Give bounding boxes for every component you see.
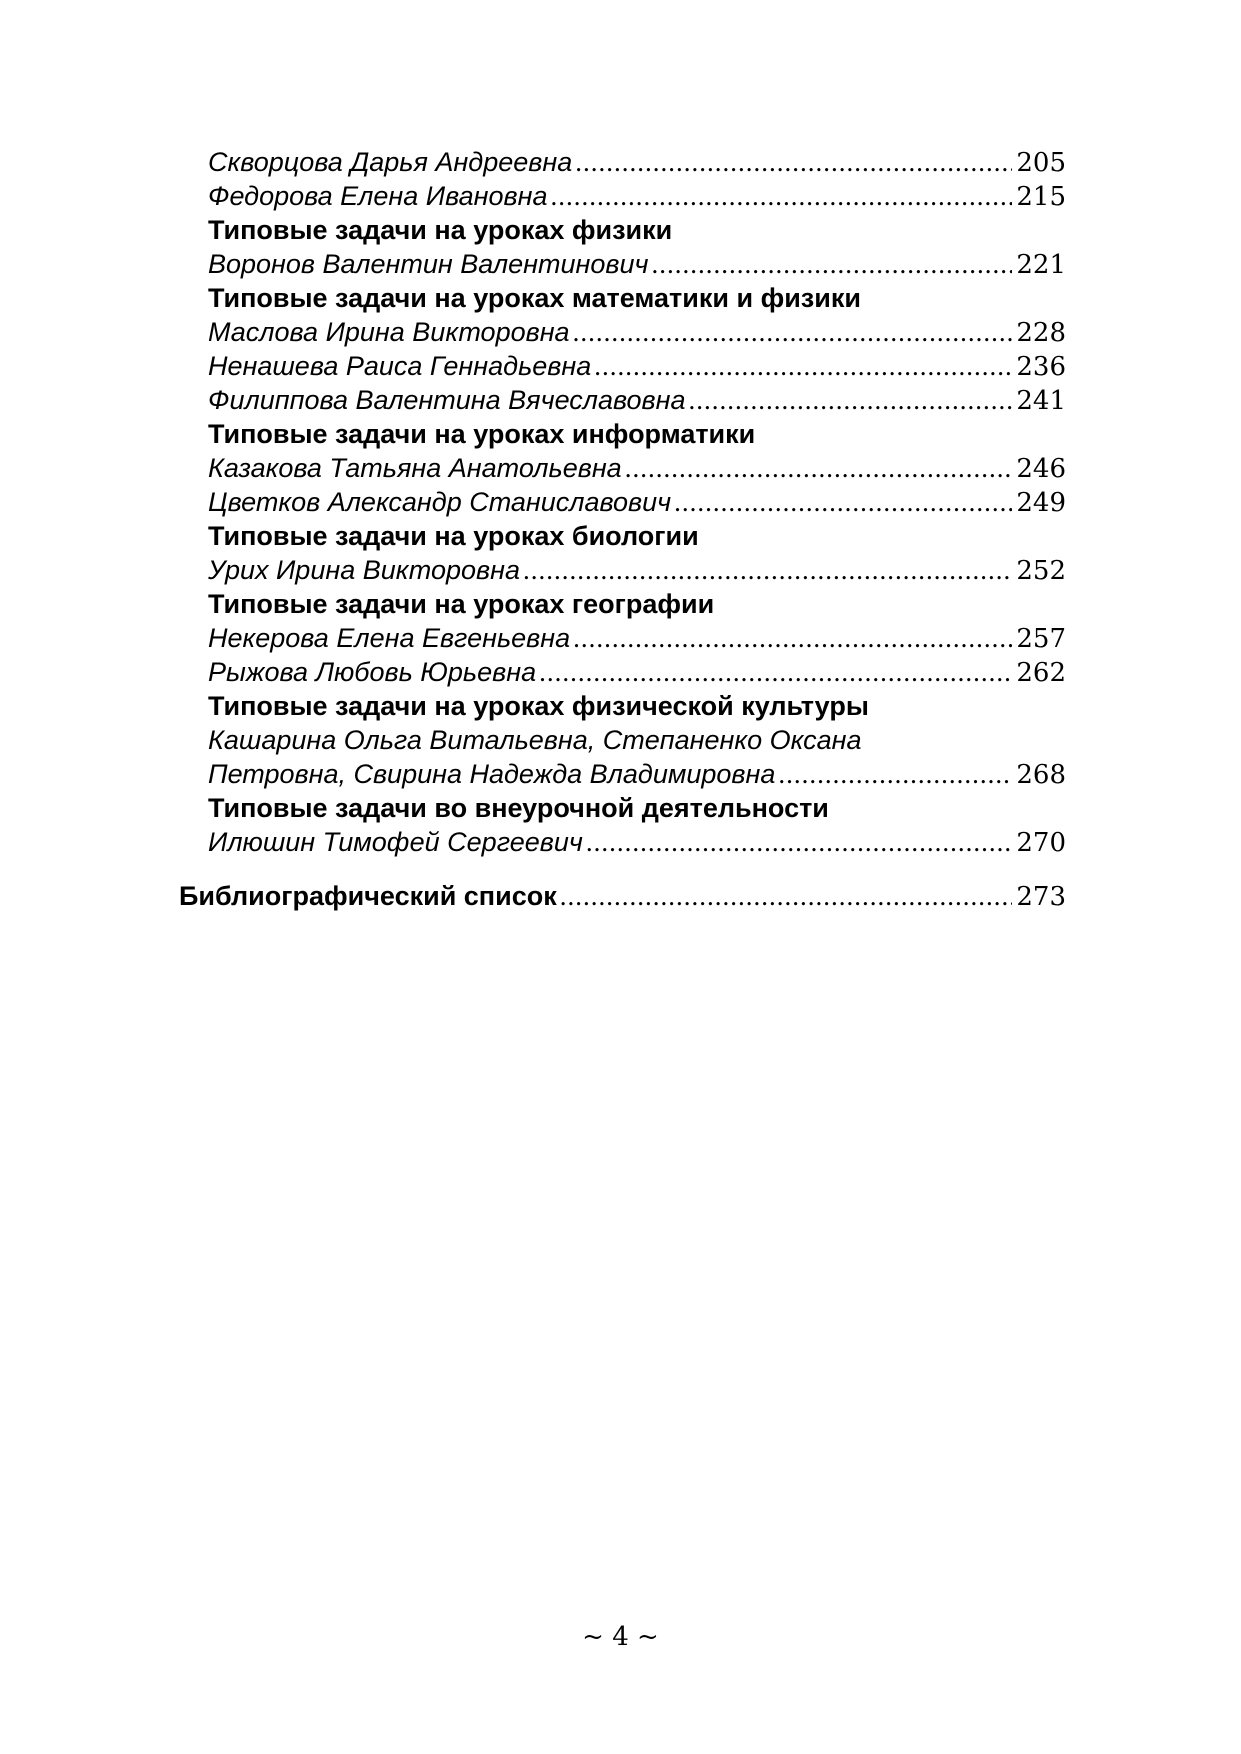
toc-entry-page: 205 <box>1016 148 1066 178</box>
toc-entry-page: 236 <box>1016 352 1066 382</box>
toc-entry-page: 221 <box>1016 250 1066 280</box>
page-number: ~ 4 ~ <box>582 1622 659 1652</box>
toc-row <box>0 689 1241 723</box>
toc-entry-author: Цветков Александр Станиславович <box>208 487 672 517</box>
toc-entry-page: 246 <box>1016 454 1066 484</box>
toc-row <box>0 383 1241 417</box>
toc-row <box>0 553 1241 587</box>
toc-entry-page: 215 <box>1016 182 1066 212</box>
dot-leader <box>539 655 1012 689</box>
toc-entry[interactable] <box>208 655 1066 689</box>
toc-row <box>0 485 1241 519</box>
toc-entry-author-line[interactable]: Кашарина Ольга Витальевна, Степаненко Оксана <box>208 725 862 755</box>
toc-entry-page: 257 <box>1016 624 1066 654</box>
toc-row <box>0 315 1241 349</box>
toc-section-heading[interactable]: Типовые задачи на уроках географии <box>208 589 715 619</box>
toc-entry[interactable] <box>208 451 1066 485</box>
toc-entry-author: Рыжова Любовь Юрьевна <box>208 657 537 687</box>
toc-row <box>0 519 1241 553</box>
dot-leader <box>586 825 1013 859</box>
toc-entry[interactable] <box>208 485 1066 519</box>
toc-entry-page: 262 <box>1016 658 1066 688</box>
toc-entry[interactable] <box>208 621 1066 655</box>
toc-row <box>0 281 1241 315</box>
toc-row <box>0 621 1241 655</box>
toc-section-heading[interactable]: Типовые задачи на уроках математики и физики <box>208 283 861 313</box>
toc-entry-author: Урих Ирина Викторовна <box>208 555 520 585</box>
toc-bibliography-title: Библиографический список <box>179 881 557 911</box>
toc-section-heading[interactable]: Типовые задачи на уроках физической культуры <box>208 691 869 721</box>
dot-leader <box>674 485 1012 519</box>
toc-entry[interactable] <box>208 349 1066 383</box>
toc-entry-page: 268 <box>1016 760 1066 790</box>
toc-entry-author: Скворцова Дарья Андреевна <box>208 147 573 177</box>
toc-entry-page: 249 <box>1016 488 1066 518</box>
toc-entry[interactable] <box>208 247 1066 281</box>
dot-leader <box>573 621 1012 655</box>
toc-entry-author: Петровна, Свирина Надежда Владимировна <box>208 759 776 789</box>
toc-row <box>0 247 1241 281</box>
dot-leader <box>560 879 1013 913</box>
dot-leader <box>594 349 1012 383</box>
toc-entry-author: Маслова Ирина Викторовна <box>208 317 570 347</box>
toc-entry[interactable] <box>208 315 1066 349</box>
toc-row <box>0 587 1241 621</box>
dot-leader <box>625 451 1013 485</box>
toc-entry-author: Ненашева Раиса Геннадьевна <box>208 351 592 381</box>
toc-entry[interactable] <box>208 553 1066 587</box>
table-of-contents <box>0 145 1241 913</box>
toc-section-heading[interactable]: Типовые задачи на уроках информатики <box>208 419 756 449</box>
toc-entry[interactable] <box>208 825 1066 859</box>
toc-entry[interactable] <box>208 383 1066 417</box>
toc-entry[interactable] <box>208 145 1066 179</box>
dot-leader <box>689 383 1013 417</box>
toc-section-heading[interactable]: Типовые задачи во внеурочной деятельности <box>208 793 829 823</box>
toc-row <box>0 757 1241 791</box>
toc-bibliography-page: 273 <box>1016 882 1066 912</box>
toc-row <box>0 145 1241 179</box>
toc-section-heading[interactable]: Типовые задачи на уроках физики <box>208 215 673 245</box>
toc-row <box>0 417 1241 451</box>
dot-leader <box>573 315 1013 349</box>
toc-entry-author: Казакова Татьяна Анатольевна <box>208 453 622 483</box>
toc-row <box>0 349 1241 383</box>
toc-section-heading[interactable]: Типовые задачи на уроках биологии <box>208 521 699 551</box>
toc-row <box>0 451 1241 485</box>
dot-leader <box>550 179 1012 213</box>
toc-row <box>0 213 1241 247</box>
toc-row <box>0 879 1241 913</box>
section-spacer <box>0 859 1241 879</box>
toc-row <box>0 655 1241 689</box>
toc-entry-page: 270 <box>1016 828 1066 858</box>
dot-leader <box>575 145 1012 179</box>
toc-row <box>0 791 1241 825</box>
toc-entry-page: 241 <box>1016 386 1066 416</box>
dot-leader <box>652 247 1013 281</box>
toc-entry-page: 228 <box>1016 318 1066 348</box>
toc-entry-author: Федорова Елена Ивановна <box>208 181 548 211</box>
dot-leader <box>523 553 1012 587</box>
toc-entry-author: Илюшин Тимофей Сергеевич <box>208 827 583 857</box>
toc-entry-author: Филиппова Валентина Вячеславовна <box>208 385 686 415</box>
dot-leader <box>778 757 1012 791</box>
toc-entry-page: 252 <box>1016 556 1066 586</box>
toc-row <box>0 179 1241 213</box>
toc-row <box>0 723 1241 757</box>
toc-entry-author: Некерова Елена Евгеньевна <box>208 623 571 653</box>
toc-entry-author: Воронов Валентин Валентинович <box>208 249 649 279</box>
toc-bibliography-entry[interactable] <box>179 879 1066 913</box>
toc-row <box>0 825 1241 859</box>
toc-entry[interactable] <box>208 179 1066 213</box>
toc-entry[interactable] <box>208 757 1066 791</box>
